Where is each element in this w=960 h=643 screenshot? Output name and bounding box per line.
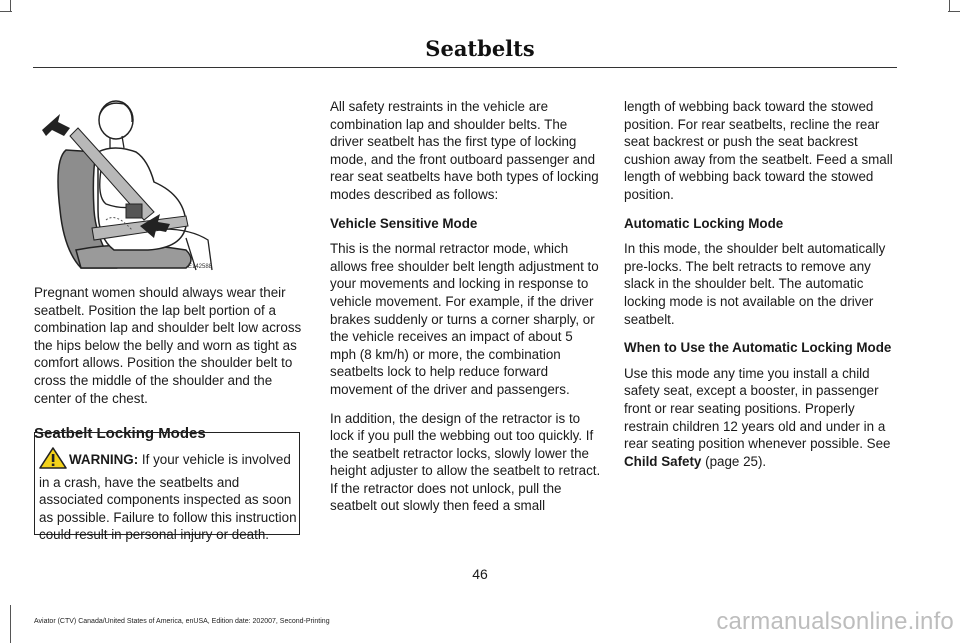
restraints-paragraph: All safety restraints in the vehicle are combination lap and shoulder belts. The driver seatbelt has the first type of locking mode, and the front outboard passenger and rear seat seatbelts have both types of locking modes described as follows:: [330, 99, 599, 202]
pregnancy-paragraph: Pregnant women should always wear their seatbelt. Position the lap belt portion of a combination lap and shoulder belt low across the hips below the belly and worn as tight as comfort allows. Position the shoulder belt to cross the middle of the shoulder and the center of the chest.: [34, 285, 302, 406]
child-seat-text: Use this mode any time you install a child safety seat, except a booster, in passenger front or rear seating positions. Properly restrain children 12 years old and under in a rear seating position whenever possible. See: [624, 365, 891, 452]
warning-label: WARNING:: [69, 452, 139, 467]
vehicle-sensitive-paragraph: This is the normal retractor mode, which allows free shoulder belt length adjustment to your movements and locking in response to vehicle movement. For example, if the driver brakes suddenly or turns a corner sharply, or the vehicle receives an impact of about 5 mph (8 km/h) or more, the combination seatbelts lock to help reduce forward movement of the driver and passengers.: [330, 241, 599, 397]
page-title: Seatbelts: [425, 36, 535, 61]
webbing-paragraph: length of webbing back toward the stowed position. For rear seatbelts, recline the rear seat backrest or push the seat backrest cushion away from the seatbelt. Feed a small length of webbing back toward the stowed position.: [624, 99, 893, 202]
child-seat-paragraph: [624, 365, 898, 471]
warning-box: [34, 432, 300, 543]
crop-mark: [0, 11, 12, 12]
page-number: 46: [472, 566, 488, 582]
pregnant-seatbelt-illustration: [36, 100, 222, 272]
figure-code: E142588: [188, 264, 213, 270]
column-right: [624, 98, 898, 481]
header-rule: [33, 67, 897, 68]
seatbelt-figure-icon: [36, 100, 222, 272]
column-middle: [330, 98, 602, 526]
section-heading: Seatbelt Locking Modes: [34, 425, 206, 443]
crop-mark: [948, 11, 960, 12]
automatic-locking-heading: Automatic Locking Mode: [624, 215, 784, 231]
when-to-use-heading: When to Use the Automatic Locking Mode: [624, 340, 892, 356]
vehicle-sensitive-heading: Vehicle Sensitive Mode: [330, 215, 478, 231]
column-left: [34, 284, 306, 443]
warning-triangle-icon: [39, 447, 67, 474]
warning-text: If your vehicle is involved in a crash, have the seatbelts and associated components inspected as soon as possible. Failure to follow this instruction could result in personal injury or death.: [39, 452, 297, 543]
automatic-locking-paragraph: In this mode, the shoulder belt automatically pre-locks. The belt retracts to remove any slack in the shoulder belt. The automatic locking mode is not available on the driver seatbelt.: [624, 241, 886, 327]
page-reference: (page 25).: [701, 453, 767, 469]
crop-mark: [10, 605, 11, 643]
child-safety-link[interactable]: Child Safety: [624, 453, 702, 469]
watermark: carmanualsonline.info: [716, 608, 954, 635]
retractor-paragraph: In addition, the design of the retractor is to lock if you pull the webbing out too quickly. If the seatbelt retractor locks, slowly lower the height adjuster to allow the seatbelt to retract. If the retractor does not unlock, pull the seatbelt out slowly then feed a small: [330, 410, 601, 514]
edition-footer: Aviator (CTV) Canada/United States of America, enUSA, Edition date: 202007, Second-Printing: [34, 618, 330, 625]
